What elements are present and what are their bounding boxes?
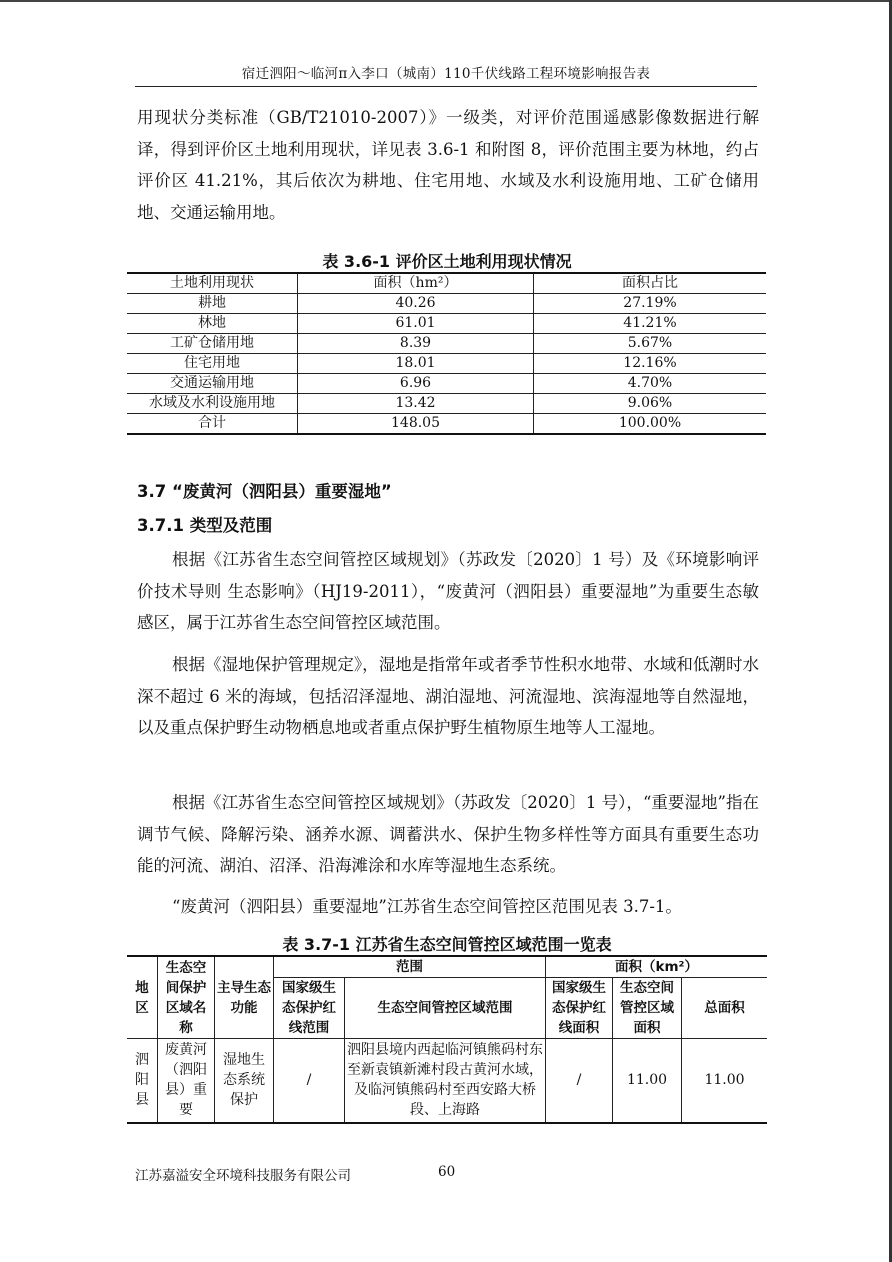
table-cell: 6.96 bbox=[298, 374, 534, 394]
page-top-edge bbox=[0, 0, 892, 2]
table-cell: 住宅用地 bbox=[127, 354, 298, 374]
table-cell: 合计 bbox=[127, 414, 298, 435]
table-cell: 61.01 bbox=[298, 314, 534, 334]
header-total-area: 总面积 bbox=[682, 978, 768, 1039]
footer-company: 江苏嘉溢安全环境科技服务有限公司 bbox=[135, 1168, 351, 1184]
header-cell: 面积占比 bbox=[534, 273, 767, 294]
header-national-area: 国家级生态保护红线面积 bbox=[546, 978, 613, 1039]
cell-national-area: / bbox=[546, 1039, 613, 1123]
land-use-table bbox=[127, 272, 766, 435]
control-area-table bbox=[127, 955, 767, 1124]
table-cell: 100.00% bbox=[534, 414, 767, 435]
table-cell: 5.67% bbox=[534, 334, 767, 354]
table-cell: 18.01 bbox=[298, 354, 534, 374]
table-total-row bbox=[127, 414, 766, 435]
paragraph-wetland-definition: 根据《湿地保护管理规定》，湿地是指常年或者季节性积水地带、水域和低潮时水深不超过 6 米的海域，包括沼泽湿地、湖泊湿地、河流湿地、滨海湿地等自然湿地，以及重点保护野生动物栖息地或者重点保护野生植物原生地等人工湿地。 bbox=[137, 655, 759, 737]
header-scope: 范围 bbox=[274, 956, 546, 978]
cell-control-scope: 泗阳县境内西起临河镇熊码村东至新袁镇新滩村段古黄河水域，及临河镇熊码村至西安路大桥段、上海路 bbox=[345, 1039, 546, 1123]
table-cell: 148.05 bbox=[298, 414, 534, 435]
cell-function: 湿地生态系统保护 bbox=[215, 1039, 274, 1123]
header-region: 地区 bbox=[127, 956, 158, 1039]
table-cell: 41.21% bbox=[534, 314, 767, 334]
cell-name: 废黄河（泗阳县）重要 bbox=[158, 1039, 215, 1123]
table-cell: 耕地 bbox=[127, 294, 298, 314]
table-row bbox=[127, 354, 766, 374]
paragraph-table-reference: “废黄河（泗阳县）重要湿地”江苏省生态空间管控区范围见表 3.7-1。 bbox=[172, 897, 682, 916]
paragraph-planning-basis: 根据《江苏省生态空间管控区域规划》（苏政发〔2020〕1 号）及《环境影响评价技术导则 生态影响》（HJ19-2011），“废黄河（泗阳县）重要湿地”为重要生态敏感区，属于江苏省生态空间管控区域范围。 bbox=[137, 550, 759, 632]
table-row bbox=[127, 394, 766, 414]
paragraph-important-wetland: 根据《江苏省生态空间管控区域规划》（苏政发〔2020〕1 号），“重要湿地”指在调节气候、降解污染、涵养水源、调蓄洪水、保护生物多样性等方面具有重要生态功能的河流、湖泊、沼泽、沿海滩涂和水库等湿地生态系统。 bbox=[137, 793, 759, 875]
table-row bbox=[127, 334, 766, 354]
table-cell: 8.39 bbox=[298, 334, 534, 354]
table-row bbox=[127, 294, 766, 314]
table1-caption: 表 3.6-1 评价区土地利用现状情况 bbox=[322, 252, 572, 271]
paragraph-land-use: 用现状分类标准（GB/T21010-2007）》一级类，对评价范围遥感影像数据进行解译，得到评价区土地利用现状，详见表 3.6-1 和附图 8，评价范围主要为林地，约占评价区 41.21%，其后依次为耕地、住宅用地、水域及水利设施用地、工矿仓储用地、交通运输用地。 bbox=[137, 108, 759, 222]
header-name: 生态空间保护区域名称 bbox=[158, 956, 215, 1039]
table-cell: 交通运输用地 bbox=[127, 374, 298, 394]
header-control-scope: 生态空间管控区域范围 bbox=[345, 978, 546, 1039]
table-cell: 工矿仓储用地 bbox=[127, 334, 298, 354]
header-cell: 面积（hm²） bbox=[298, 273, 534, 294]
section-heading-3-7: 3.7 “废黄河（泗阳县）重要湿地” bbox=[137, 482, 392, 501]
section-heading-3-7-1: 3.7.1 类型及范围 bbox=[137, 516, 273, 535]
table-row bbox=[127, 1039, 767, 1123]
table-header-row bbox=[127, 956, 767, 978]
table2-caption: 表 3.7-1 江苏省生态空间管控区域范围一览表 bbox=[282, 935, 612, 954]
table-cell: 40.26 bbox=[298, 294, 534, 314]
table-cell: 水域及水利设施用地 bbox=[127, 394, 298, 414]
header-area: 面积（km²） bbox=[546, 956, 768, 978]
table-row bbox=[127, 314, 766, 334]
table-cell: 9.06% bbox=[534, 394, 767, 414]
header-cell: 土地利用现状 bbox=[127, 273, 298, 294]
header-national-scope: 国家级生态保护红线范围 bbox=[274, 978, 345, 1039]
table-cell: 12.16% bbox=[534, 354, 767, 374]
table-cell: 4.70% bbox=[534, 374, 767, 394]
page-number: 60 bbox=[438, 1164, 456, 1180]
header-function: 主导生态功能 bbox=[215, 956, 274, 1039]
cell-control-area: 11.00 bbox=[613, 1039, 682, 1123]
page-header: 宿迁泗阳～临河π入李口（城南）110千伏线路工程环境影响报告表 bbox=[135, 62, 757, 87]
header-control-area: 生态空间管控区域面积 bbox=[613, 978, 682, 1039]
cell-national-scope: / bbox=[274, 1039, 345, 1123]
table-header-row bbox=[127, 273, 766, 294]
table-cell: 林地 bbox=[127, 314, 298, 334]
table-row bbox=[127, 374, 766, 394]
cell-total-area: 11.00 bbox=[682, 1039, 768, 1123]
table-cell: 27.19% bbox=[534, 294, 767, 314]
table-cell: 13.42 bbox=[298, 394, 534, 414]
cell-region: 泗阳县 bbox=[127, 1039, 158, 1123]
